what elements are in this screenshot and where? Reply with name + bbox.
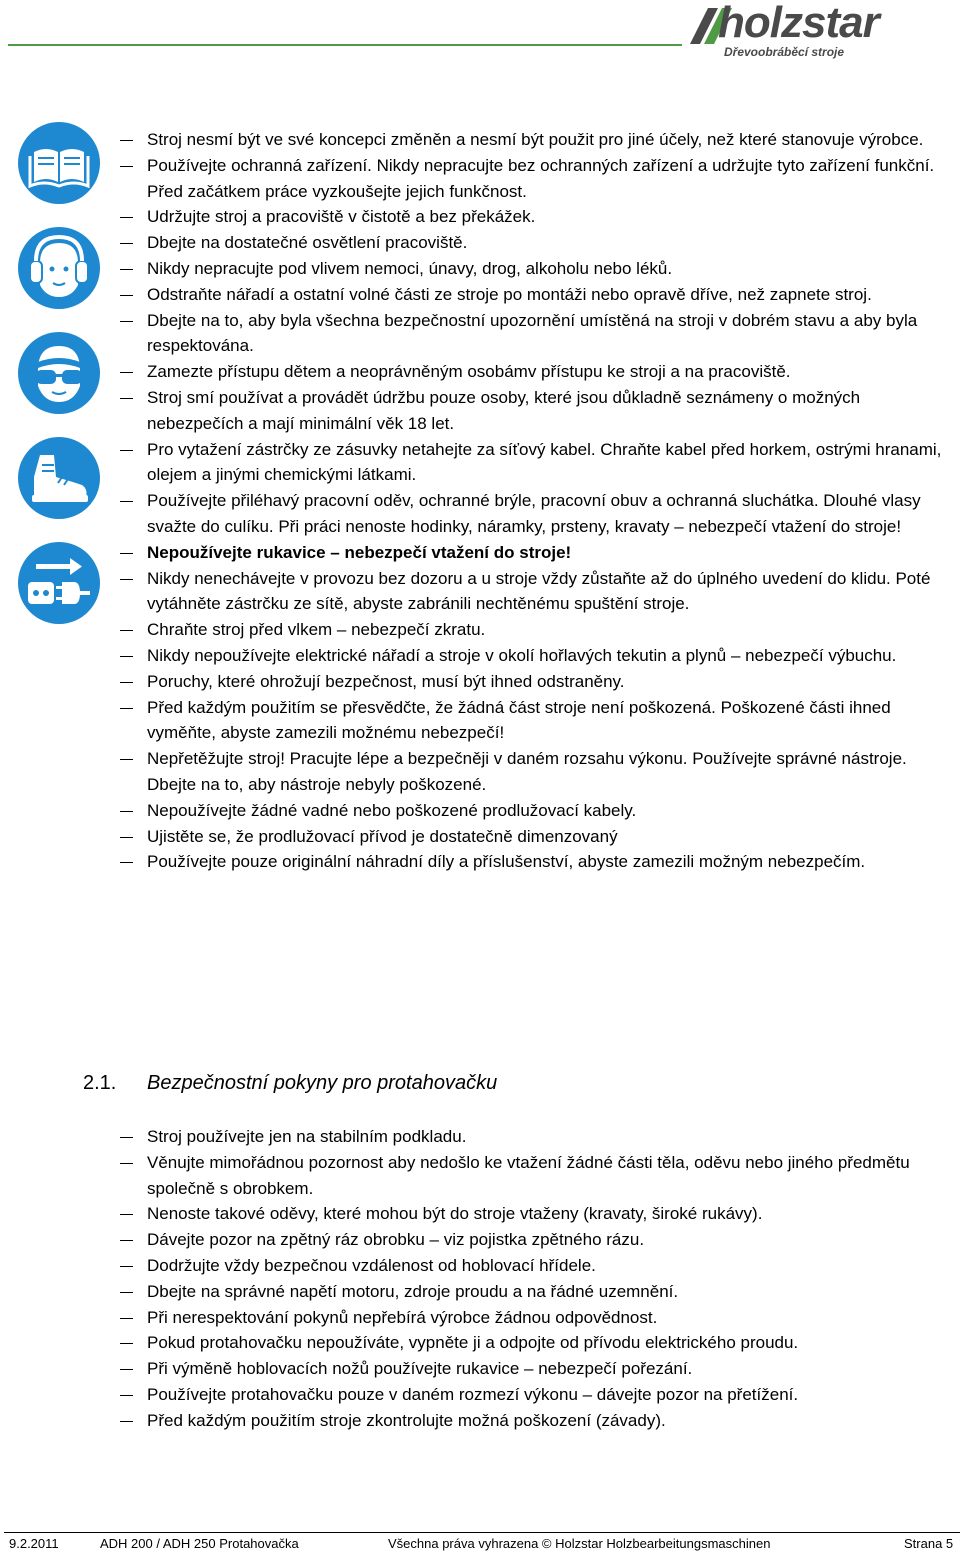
list-item: Dávejte pozor na zpětný ráz obrobku – viz pojistka zpětného rázu. [120,1227,950,1253]
list-item: Nikdy nepracujte pod vlivem nemoci, únavy, drog, alkoholu nebo léků. [120,256,950,282]
list-item: Používejte přiléhavý pracovní oděv, ochranné brýle, pracovní obuv a ochranná sluchátka. Dlouhé vlasy svažte do culíku. Při práci nenoste hodinky, náramky, prsteny, kravaty – nebezpečí vtažení do stroje! [120,488,950,540]
list-item: Dbejte na to, aby byla všechna bezpečnostní upozornění umístěná na stroji v dobrém stavu a aby byla respektována. [120,308,950,360]
safety-shoes-icon [18,437,100,519]
list-item: Udržujte stroj a pracoviště v čistotě a bez překážek. [120,204,950,230]
logo-wordmark: holzstar [718,0,879,47]
list-item: Stroj smí používat a provádět údržbu pouze osoby, které jsou důkladně seznámeny o možných nebezpečích a mají minimální věk 18 let. [120,385,950,437]
footer-page-number: Strana 5 [904,1536,954,1551]
list-item: Zamezte přístupu dětem a neoprávněným osobámv přístupu ke stroji a na pracoviště. [120,359,950,385]
list-item: Pro vytažení zástrčky ze zásuvky netahejte za síťový kabel. Chraňte kabel před horkem, ostrými hranami, olejem a jinými chemickými látkami. [120,437,950,489]
list-item: Stroj používejte jen na stabilním podkladu. [120,1124,950,1150]
list-item: Při nerespektování pokynů nepřebírá výrobce žádnou odpovědnost. [120,1305,950,1331]
list-item: Před každým použitím se přesvědčte, že žádná část stroje není poškozená. Poškozené části ihned vyměňte, abyste zamezili možnému nebezpečí! [120,695,950,747]
list-item: Nepoužívejte rukavice – nebezpečí vtažení do stroje! [120,540,950,566]
read-manual-icon [18,122,100,204]
safety-glasses-icon [18,332,100,414]
list-item: Nepoužívejte žádné vadné nebo poškozené prodlužovací kabely. [120,798,950,824]
footer-rule [4,1532,960,1533]
ear-protection-icon [18,227,100,309]
section-title: Bezpečnostní pokyny pro protahovačku [147,1072,498,1094]
disconnect-plug-icon [18,542,100,624]
section-heading [83,1072,497,1095]
list-item: Používejte ochranná zařízení. Nikdy nepracujte bez ochranných zařízení a udržujte tyto zařízení funkční. Před začátkem práce vyzkoušejte jejich funkčnost. [120,153,950,205]
section-number: 2.1. [83,1072,117,1094]
list-item: Chraňte stroj před vlkem – nebezpečí zkratu. [120,617,950,643]
holzstar-logo [684,2,960,64]
list-item: Dbejte na správné napětí motoru, zdroje proudu a na řádné uzemnění. [120,1279,950,1305]
list-item: Nenoste takové oděvy, které mohou být do stroje vtaženy (kravaty, široké rukávy). [120,1201,950,1227]
list-item: Před každým použitím stroje zkontrolujte možná poškození (závady). [120,1408,950,1434]
list-item: Používejte protahovačku pouze v daném rozmezí výkonu – dávejte pozor na přetížení. [120,1382,950,1408]
general-safety-list [120,127,950,875]
list-item: Stroj nesmí být ve své koncepci změněn a nesmí být použit pro jiné účely, než které stanovuje výrobce. [120,127,950,153]
list-item: Poruchy, které ohrožují bezpečnost, musí být ihned odstraněny. [120,669,950,695]
list-item: Při výměně hoblovacích nožů používejte rukavice – nebezpečí pořezání. [120,1356,950,1382]
safety-signs [18,122,100,647]
list-item: Používejte pouze originální náhradní díly a příslušenství, abyste zamezili možným nebezpečím. [120,849,950,875]
list-item: Nepřetěžujte stroj! Pracujte lépe a bezpečněji v daném rozsahu výkonu. Používejte správné nástroje. Dbejte na to, aby nástroje nebyly poškozené. [120,746,950,798]
list-item: Dbejte na dostatečné osvětlení pracoviště. [120,230,950,256]
planer-safety-list [120,1124,950,1434]
footer-date: 9.2.2011 [9,1536,59,1551]
list-item: Pokud protahovačku nepoužíváte, vypněte ji a odpojte od přívodu elektrického proudu. [120,1330,950,1356]
list-item: Věnujte mimořádnou pozornost aby nedošlo ke vtažení žádné části těla, oděvu nebo jiného předmětu společně s obrobkem. [120,1150,950,1202]
list-item: Ujistěte se, že prodlužovací přívod je dostatečně dimenzovaný [120,824,950,850]
list-item: Dodržujte vždy bezpečnou vzdálenost od hoblovací hřídele. [120,1253,950,1279]
footer-model: ADH 200 / ADH 250 Protahovačka [100,1536,299,1551]
list-item: Odstraňte nářadí a ostatní volné části ze stroje po montáži nebo opravě dříve, než zapnete stroj. [120,282,950,308]
logo-subtitle: Dřevoobráběcí stroje [724,45,845,59]
footer-copyright: Všechna práva vyhrazena © Holzstar Holzbearbeitungsmaschinen [388,1536,771,1551]
list-item: Nikdy nenechávejte v provozu bez dozoru a u stroje vždy zůstaňte až do úplného uvedení do klidu. Poté vytáhněte zástrčku ze sítě, abyste zabránili nechtěnému spuštění stroje. [120,566,950,618]
header-rule [8,44,682,46]
list-item: Nikdy nepoužívejte elektrické nářadí a stroje v okolí hořlavých tekutin a plynů – nebezpečí výbuchu. [120,643,950,669]
